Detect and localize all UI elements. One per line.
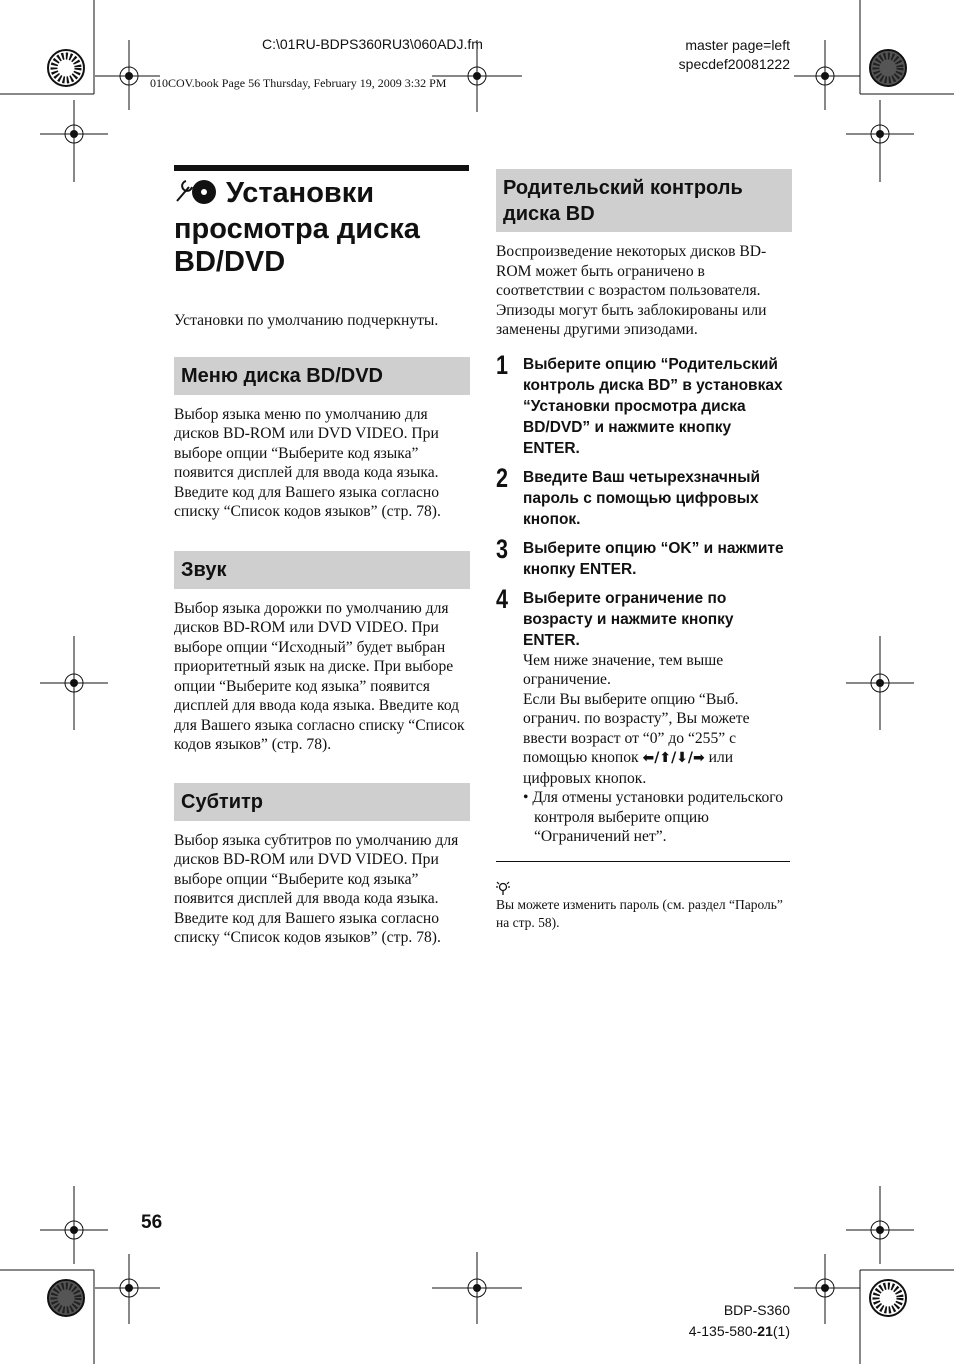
parental-intro: Воспроизведение некоторых дисков BD-ROM может быть ограничено в соответствии с возрастом пользователя. Эпизоды могут быть заблокированы или заменены другими эпизодами. bbox=[496, 243, 767, 338]
page-title-text: Установки просмотра диска BD/DVD bbox=[174, 177, 420, 278]
step-number: 3 bbox=[496, 533, 509, 564]
step-text: Введите Ваш четырехзначный пароль с помощью цифровых кнопок. bbox=[523, 468, 761, 528]
note-text-before: Если Вы выберите опцию “Выб. огранич. по возрасту”, Вы можете ввести возраст от “0” до “255” с помощью кнопок bbox=[523, 690, 750, 766]
step-text: Выберите опцию “OK” и нажмите кнопку ENTER. bbox=[523, 539, 784, 578]
footer-model-info bbox=[689, 1300, 790, 1342]
arrow-buttons-icon: ⬅/⬆/⬇/➡ bbox=[642, 750, 705, 766]
step-2 bbox=[496, 462, 792, 530]
header-file-path: C:\01RU-BDPS360RU3\060ADJ.fm bbox=[262, 36, 483, 52]
section-heading-parental: Родительский контроль диска BD bbox=[496, 169, 792, 232]
section-heading-subtitle: Субтитр bbox=[174, 783, 470, 821]
footer-code-prefix: 4-135-580- bbox=[688, 1323, 758, 1339]
header-spec: specdef20081222 bbox=[678, 56, 790, 72]
section-heading-menu: Меню диска BD/DVD bbox=[174, 357, 470, 395]
left-column bbox=[174, 165, 470, 948]
intro-text: Установки по умолчанию подчеркнуты. bbox=[174, 312, 439, 329]
step-text: Выберите опцию “Родительский контроль диска BD” в установках “Установки просмотра диска BD/DVD” и нажмите кнопку ENTER. bbox=[523, 355, 783, 457]
note-text-after: или цифровых кнопок. bbox=[523, 749, 734, 787]
page-title bbox=[174, 177, 470, 279]
step-3 bbox=[496, 533, 792, 580]
step-text: Выберите ограничение по возрасту и нажмите кнопку ENTER. bbox=[523, 589, 734, 649]
step-4-bullet: • Для отмены установки родительского контроля выберите опцию “Ограничений нет”. bbox=[523, 789, 784, 845]
step-4-note-2 bbox=[523, 690, 792, 789]
footer-code bbox=[689, 1321, 790, 1342]
step-number: 1 bbox=[496, 349, 509, 380]
tip-text: Вы можете изменить пароль (см. раздел “Пароль” на стр. 58). bbox=[496, 896, 783, 930]
header-master-page: master page=left bbox=[685, 37, 790, 53]
header-book-info: 010COV.book Page 56 Thursday, February 19, 2009 3:32 PM bbox=[150, 76, 447, 90]
section-text-subtitle: Выбор языка субтитров по умолчанию для дисков BD-ROM или DVD VIDEO. При выборе опции “Выберите код языка” появится дисплей для ввода кода языка. Введите код для Вашего языка согласно списку “Список кодов языков” (стр. 78). bbox=[174, 831, 459, 946]
footer-code-bold: 21 bbox=[757, 1323, 773, 1339]
footer-code-suffix: (1) bbox=[772, 1323, 790, 1339]
step-number: 2 bbox=[496, 462, 509, 493]
right-column bbox=[496, 169, 792, 932]
lightbulb-icon bbox=[496, 880, 792, 896]
wrench-disc-icon bbox=[174, 177, 220, 213]
section-text-sound: Выбор языка дорожки по умолчанию для дисков BD-ROM или DVD VIDEO. При выборе опции “Исходный” будет выбран приоритетный язык на диске. При выборе опции “Выберите код языка” появится дисплей для ввода кода языка. Введите код для Вашего языка согласно списку “Список кодов языков” (стр. 78). bbox=[174, 599, 465, 753]
footer-model: BDP-S360 bbox=[723, 1302, 790, 1318]
step-number: 4 bbox=[496, 583, 509, 614]
header-master-info bbox=[679, 36, 790, 74]
section-heading-sound: Звук bbox=[174, 551, 470, 589]
section-text-menu: Выбор языка меню по умолчанию для дисков BD-ROM или DVD VIDEO. При выборе опции “Выберите код языка” появится дисплей для ввода кода языка. Введите код для Вашего языка согласно списку “Список кодов языков” (стр. 78). bbox=[174, 405, 441, 520]
step-4 bbox=[496, 583, 792, 847]
title-rule bbox=[174, 165, 469, 171]
step-4-note-1: Чем ниже значение, тем выше ограничение. bbox=[523, 651, 724, 688]
tip-divider bbox=[496, 861, 790, 862]
page-number: 56 bbox=[141, 1212, 163, 1233]
step-1 bbox=[496, 349, 792, 459]
